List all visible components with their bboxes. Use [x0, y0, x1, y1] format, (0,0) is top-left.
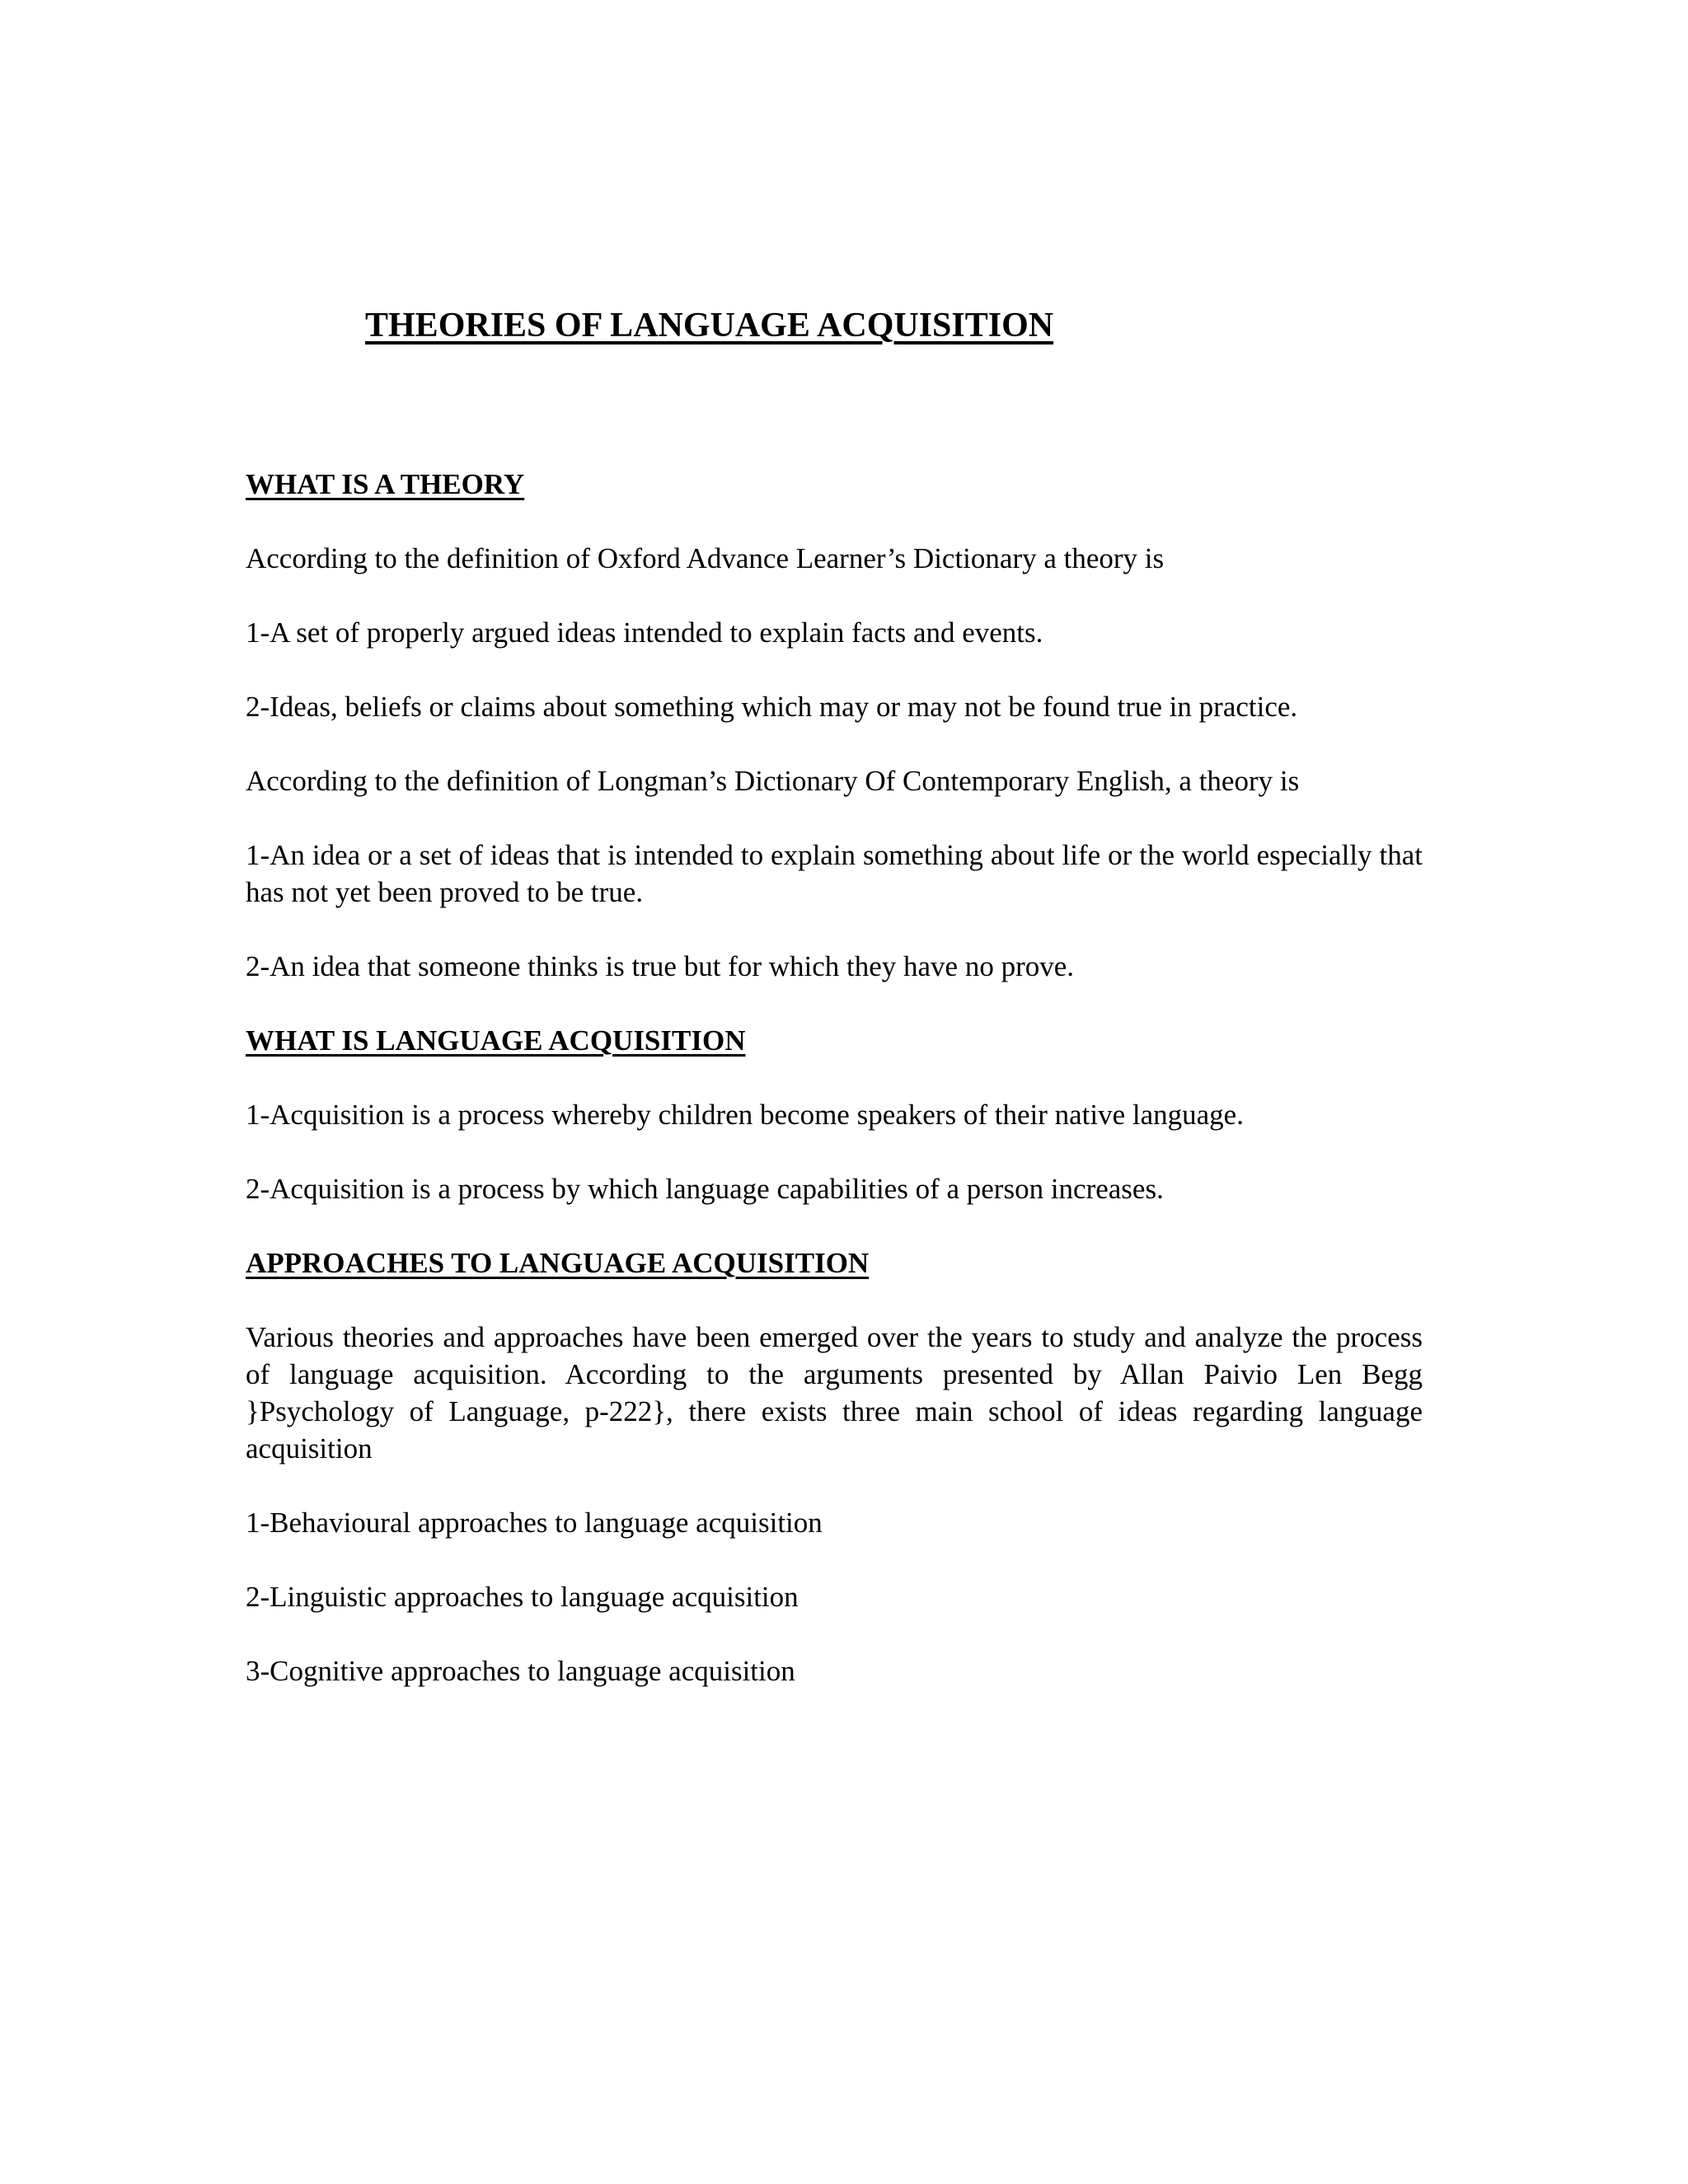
paragraph-oxford-def-2: 2-Ideas, beliefs or claims about something which may or may not be found true in practice. [246, 691, 1298, 723]
paragraph-longman-def-1: 1-An idea or a set of ideas that is intended to explain something about life or the world especially that has not yet been proved to be true. [246, 839, 1423, 908]
paragraph-oxford-intro: According to the definition of Oxford Advance Learner’s Dictionary a theory is [246, 542, 1165, 574]
paragraph-oxford-def-1: 1-A set of properly argued ideas intended to explain facts and events. [246, 616, 1043, 649]
section-heading-acquisition: WHAT IS LANGUAGE ACQUISITION [246, 1024, 746, 1057]
paragraph-acquisition-def-2: 2-Acquisition is a process by which language capabilities of a person increases. [246, 1173, 1164, 1205]
paragraph-approaches-intro: Various theories and approaches have been emerged over the years to study and analyze the process of language acquisition. According to the arguments presented by Allan Paivio Len Begg }Psychology of Language, p-222}, there exists three main school of ideas regarding language acquisition [246, 1321, 1423, 1465]
list-item-cognitive: 3-Cognitive approaches to language acquisition [246, 1655, 795, 1687]
document-body [246, 466, 1423, 1727]
paragraph-acquisition-def-1: 1-Acquisition is a process whereby children become speakers of their native language. [246, 1099, 1244, 1131]
section-heading-approaches: APPROACHES TO LANGUAGE ACQUISITION [246, 1247, 870, 1279]
list-item-behavioural: 1-Behavioural approaches to language acquisition [246, 1507, 823, 1539]
paragraph-longman-def-2: 2-An idea that someone thinks is true but for which they have no prove. [246, 950, 1075, 982]
section-heading-theory: WHAT IS A THEORY [246, 468, 525, 500]
page-title: THEORIES OF LANGUAGE ACQUISITION [365, 307, 1054, 344]
list-item-linguistic: 2-Linguistic approaches to language acquisition [246, 1581, 799, 1613]
paragraph-longman-intro: According to the definition of Longman’s Dictionary Of Contemporary English, a theory is [246, 765, 1300, 797]
